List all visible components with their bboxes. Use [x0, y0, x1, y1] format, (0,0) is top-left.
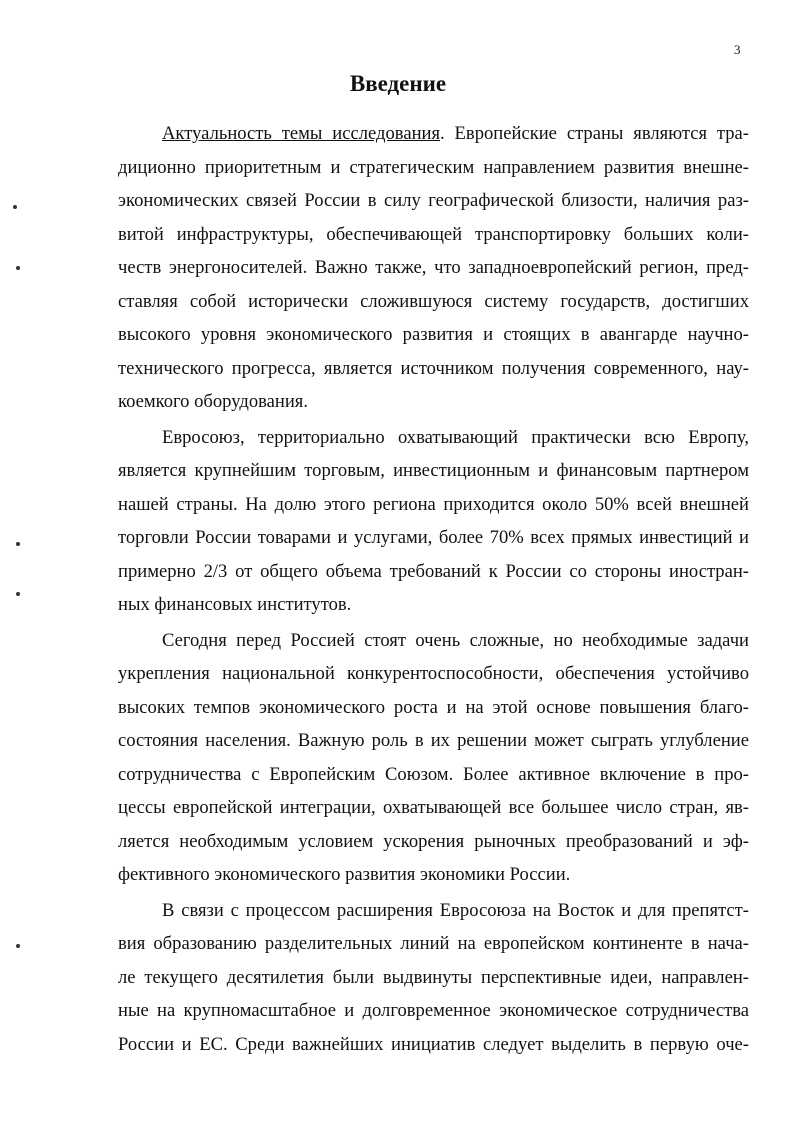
text-line: диционно приоритетным и стратегическим направлением развития внешне- — [118, 157, 749, 178]
text-line: Сегодня перед Россией стоят очень сложные, но необходимые задачи — [162, 630, 749, 651]
page-number: 3 — [734, 42, 741, 57]
text-line: экономических связей России в силу географической близости, наличия раз- — [118, 190, 749, 211]
underlined-lead: Актуальность темы исследования — [162, 123, 441, 144]
text-line: сотрудничества с Европейским Союзом. Более активное включение в про- — [118, 764, 749, 785]
text-line: ле текущего десятилетия были выдвинуты перспективные идеи, направлен- — [118, 967, 749, 988]
text-line: высокого уровня экономического развития и стоящих в авангарде научно- — [118, 324, 749, 345]
text-line: вия образованию разделительных линий на европейском континенте в нача- — [118, 933, 749, 954]
text-line: России и ЕС. Среди важнейших инициатив следует выделить в первую оче- — [118, 1034, 749, 1055]
scan-speck — [16, 592, 20, 596]
text-line: ных финансовых институтов. — [118, 594, 352, 615]
text-line: коемкого оборудования. — [118, 391, 309, 412]
text-line: нашей страны. На долю этого региона приходится около 50% всей внешней — [118, 494, 749, 515]
text-line: В связи с процессом расширения Евросоюза на Восток и для препятст- — [162, 900, 749, 921]
text-run: . Европейские страны являются тра- — [440, 123, 749, 144]
text-line: фективного экономического развития экономики России. — [118, 864, 571, 885]
scan-speck — [16, 542, 20, 546]
scan-speck — [13, 205, 17, 209]
text-line: является крупнейшим торговым, инвестиционным и финансовым партнером — [118, 460, 749, 481]
text-line: ставляя собой исторически сложившуюся систему государств, достигших — [118, 291, 749, 312]
text-line — [162, 121, 749, 147]
scan-speck — [16, 944, 20, 948]
text-line: примерно 2/3 от общего объема требований к России со стороны иностран- — [118, 561, 749, 582]
scan-speck — [16, 266, 20, 270]
text-line: цессы европейской интеграции, охватывающей все большее число стран, яв- — [118, 797, 749, 818]
text-line: укрепления национальной конкурентоспособности, обеспечения устойчиво — [118, 663, 749, 684]
text-line: честв энергоносителей. Важно также, что западноевропейский регион, пред- — [118, 257, 749, 278]
text-line: высоких темпов экономического роста и на этой основе повышения благо- — [118, 697, 749, 718]
text-line: ляется необходимым условием ускорения рыночных преобразований и эф- — [118, 831, 749, 852]
text-line: технического прогресса, является источником получения современного, нау- — [118, 358, 749, 379]
text-line: ные на крупномасштабное и долговременное экономическое сотрудничества — [118, 1000, 749, 1021]
text-line: торговли России товарами и услугами, более 70% всех прямых инвестиций и — [118, 527, 749, 548]
text-line: Евросоюз, территориально охватывающий практически всю Европу, — [162, 427, 749, 448]
page-title: Введение — [349, 71, 447, 96]
text-line: витой инфраструктуры, обеспечивающей транспортировку больших коли- — [118, 224, 749, 245]
text-line: состояния населения. Важную роль в их решении может сыграть углубление — [118, 730, 749, 751]
